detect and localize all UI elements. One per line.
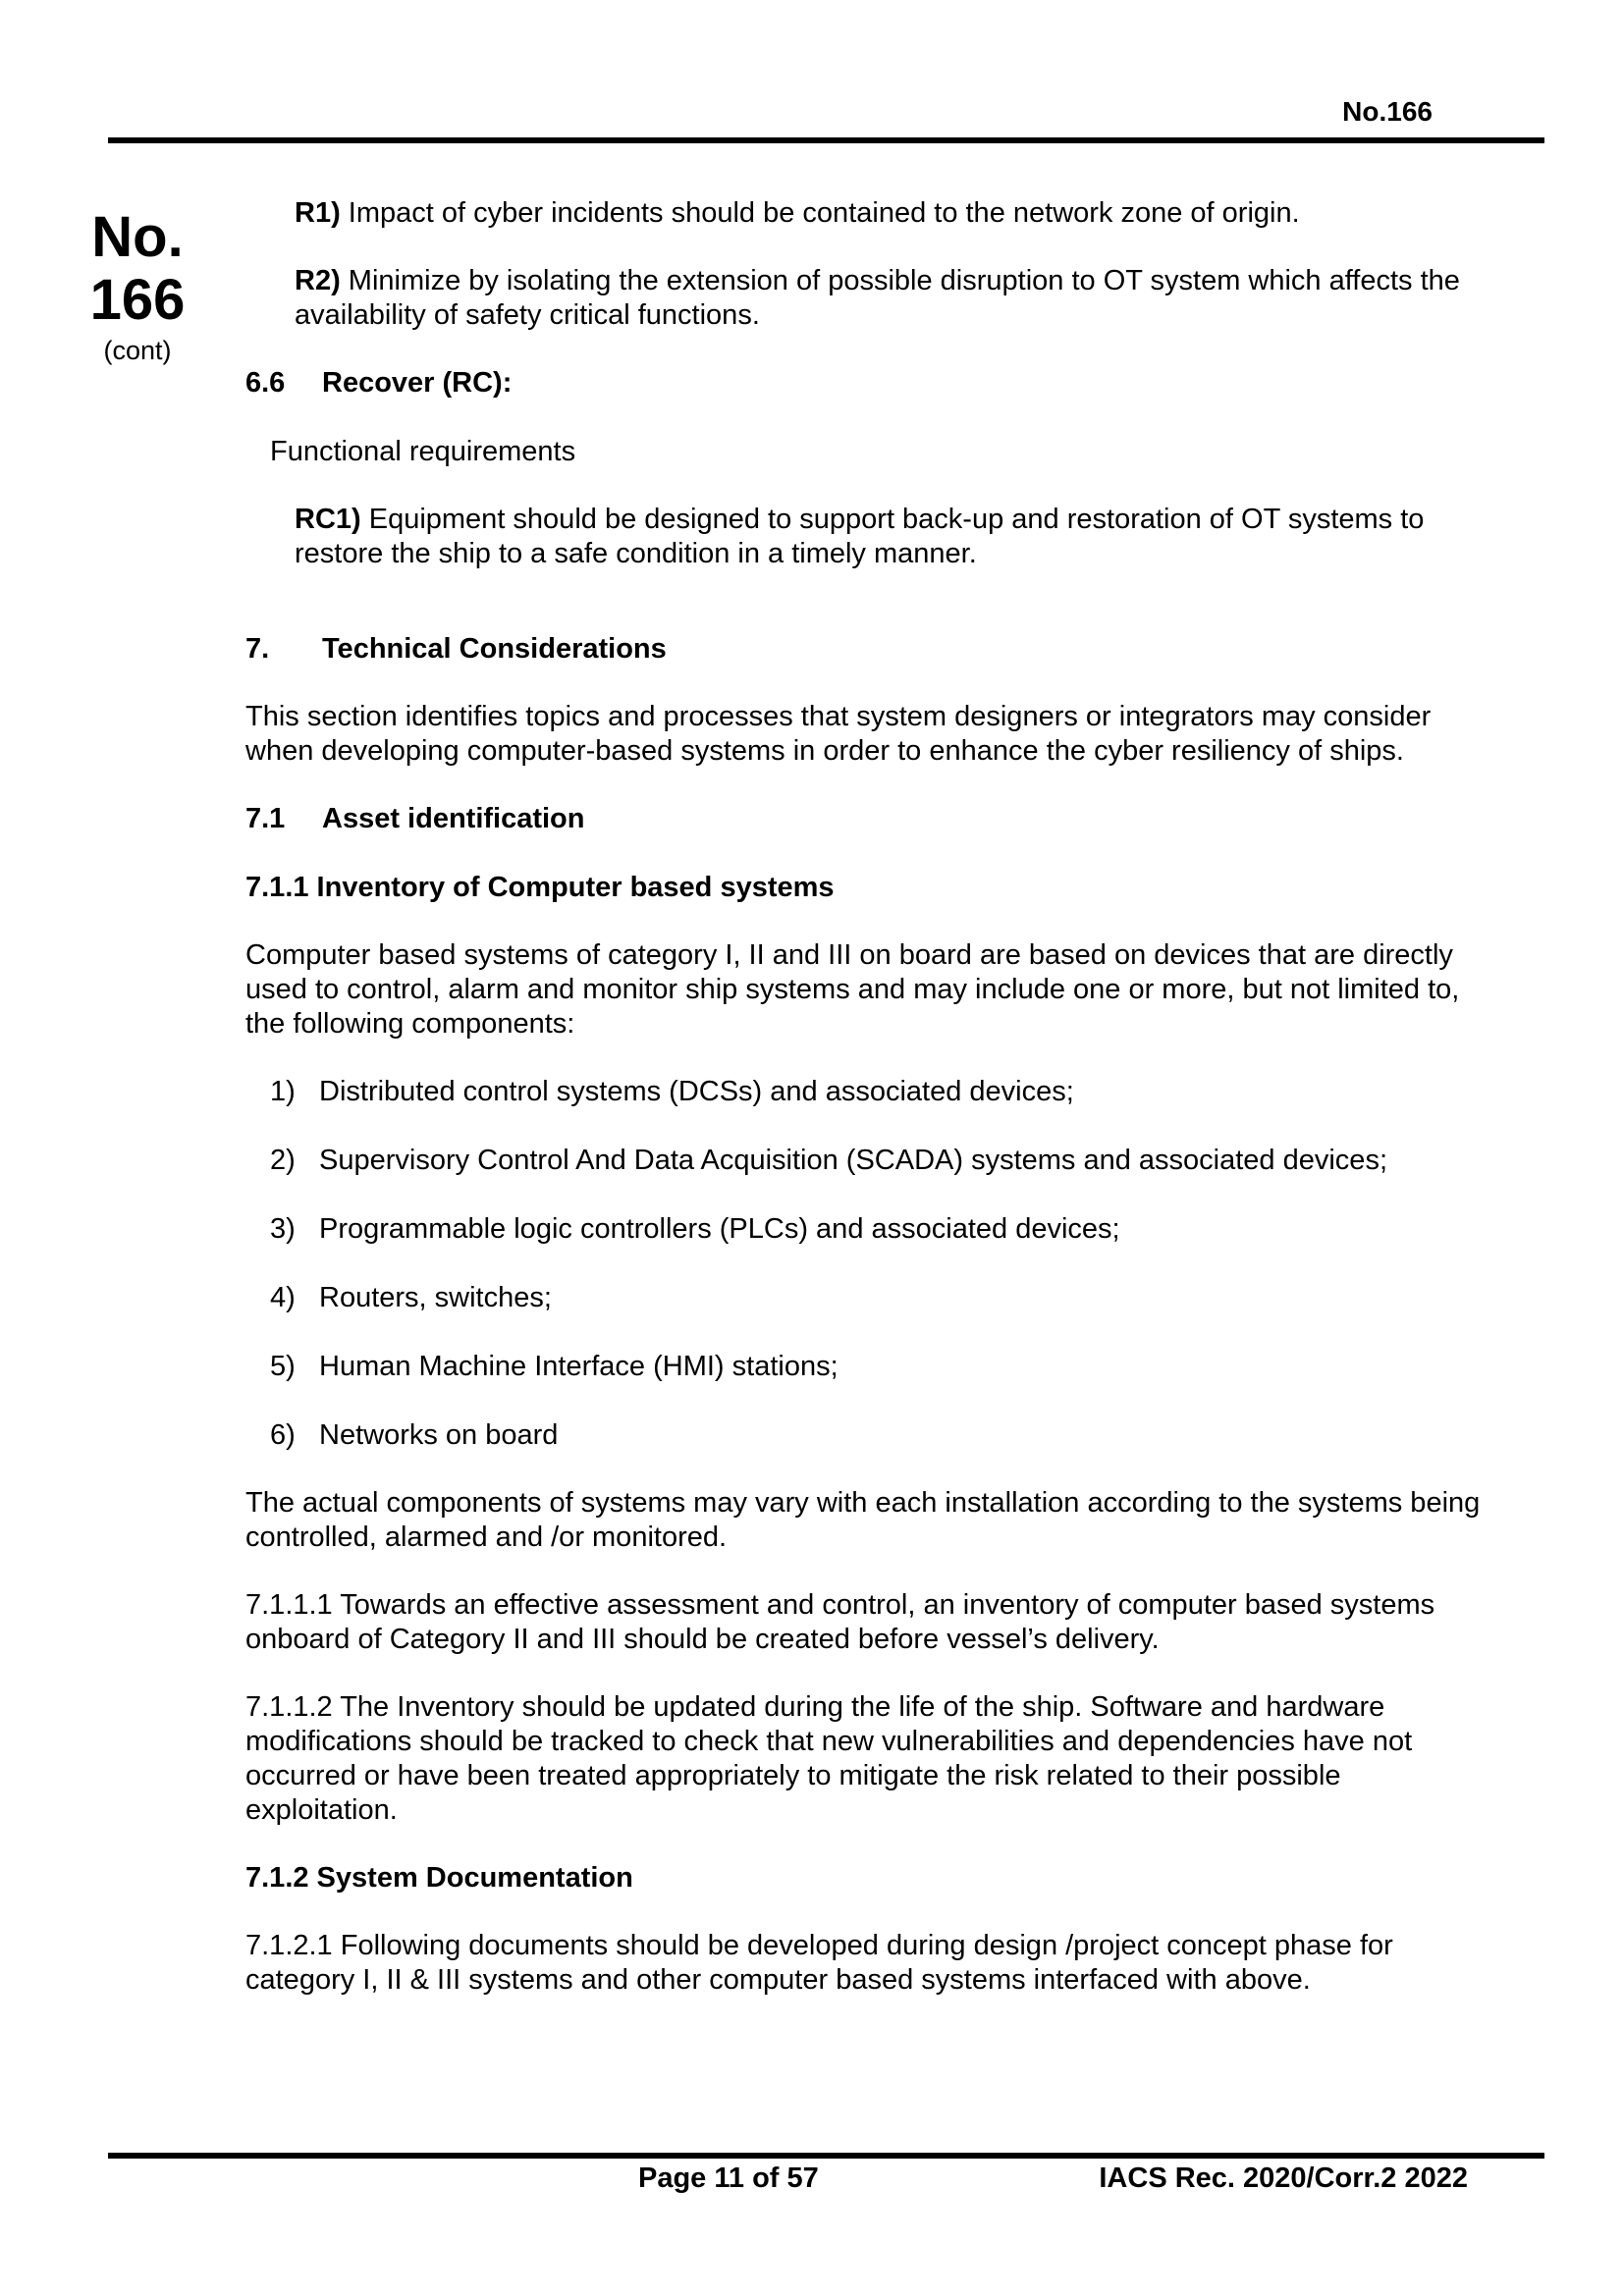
list-item-text: Programmable logic controllers (PLCs) and associated devices; — [319, 1213, 1120, 1245]
section-6-6-heading — [245, 366, 1492, 400]
section-7-heading — [245, 632, 1492, 667]
rc1-text: Equipment should be designed to support back-up and restoration of OT systems to restore the ship to a safe condition in a timely manner. — [295, 504, 1425, 569]
requirement-r2 — [245, 264, 1492, 333]
list-item-text: Distributed control systems (DCSs) and associated devices; — [319, 1076, 1074, 1107]
list-item — [270, 1212, 1492, 1247]
list-item-text: Routers, switches; — [319, 1282, 552, 1313]
list-item-number: 2) — [270, 1145, 296, 1176]
list-item-number: 1) — [270, 1076, 296, 1107]
list-item — [270, 1281, 1492, 1315]
list-item — [270, 1418, 1492, 1453]
section-7-title: Technical Considerations — [322, 633, 667, 665]
section-6-6-title: Recover (RC): — [322, 367, 513, 399]
section-7-1-1-heading: 7.1.1 Inventory of Computer based systems — [245, 872, 835, 903]
list-item — [270, 1144, 1492, 1178]
paragraph-7-1-1-2: 7.1.1.2 The Inventory should be updated during the life of the ship. Software and hardware modifications should be tracked to check that new vulnerabilities and dependencies have not occurred or have been treated appropriately to mitigate the risk related to their possible exploitation. — [245, 1691, 1413, 1826]
r2-label: R2) — [295, 265, 341, 296]
list-item-number: 4) — [270, 1282, 296, 1313]
footer-page-number: Page 11 of 57 — [638, 2163, 819, 2194]
requirement-rc1 — [245, 503, 1492, 571]
paragraph-7-1-1-1: 7.1.1.1 Towards an effective assessment and control, an inventory of computer based systems onboard of Category II and III should be created before vessel’s delivery. — [245, 1589, 1435, 1655]
list-item-text: Supervisory Control And Data Acquisition (SCADA) systems and associated devices; — [319, 1145, 1387, 1176]
list-item — [270, 1075, 1492, 1109]
document-body — [245, 196, 1492, 1998]
paragraph-7-1-2-1: 7.1.2.1 Following documents should be developed during design /project concept phase for category I, II & III systems and other computer based systems interfaced with above. — [245, 1930, 1393, 1996]
list-item-number: 3) — [270, 1213, 296, 1245]
r1-label: R1) — [295, 197, 341, 229]
section-7-number: 7. — [245, 633, 270, 665]
footer-document-reference: IACS Rec. 2020/Corr.2 2022 — [1099, 2163, 1468, 2194]
side-label-number: 166 — [89, 268, 186, 332]
list-item-text: Networks on board — [319, 1419, 559, 1451]
section-7-1-1-paragraph: Computer based systems of category I, II and III on board are based on devices that are directly used to control, alarm and monitor ship systems and may include one or more, but not limited to, the following components: — [245, 939, 1460, 1040]
r2-text: Minimize by isolating the extension of possible disruption to OT system which affects the availability of safety critical functions. — [295, 265, 1460, 331]
bottom-rule — [108, 2153, 1544, 2159]
top-rule — [108, 137, 1544, 143]
rc1-label: RC1) — [295, 504, 361, 535]
list-item-number: 5) — [270, 1351, 296, 1382]
list-item-text: Human Machine Interface (HMI) stations; — [319, 1351, 839, 1382]
side-label — [79, 206, 196, 366]
section-6-6-number: 6.6 — [245, 367, 286, 399]
functional-requirements-label: Functional requirements — [270, 436, 576, 467]
section-7-1-title: Asset identification — [322, 803, 585, 834]
actual-components-paragraph: The actual components of systems may vary with each installation according to the systems being controlled, alarmed and /or monitored. — [245, 1487, 1481, 1553]
list-item-number: 6) — [270, 1419, 296, 1451]
side-label-no: No. — [91, 205, 184, 269]
list-item — [270, 1350, 1492, 1384]
r1-text: Impact of cyber incidents should be contained to the network zone of origin. — [340, 197, 1300, 229]
side-label-cont: (cont) — [103, 336, 172, 365]
requirement-r1 — [245, 196, 1492, 231]
section-7-paragraph: This section identifies topics and processes that system designers or integrators may consider when developing computer-based systems in order to enhance the cyber resiliency of ships. — [245, 701, 1432, 767]
section-7-1-2-heading: 7.1.2 System Documentation — [245, 1862, 633, 1894]
header-document-number: No.166 — [1342, 96, 1433, 127]
section-7-1-number: 7.1 — [245, 803, 286, 834]
section-7-1-heading — [245, 802, 1492, 836]
